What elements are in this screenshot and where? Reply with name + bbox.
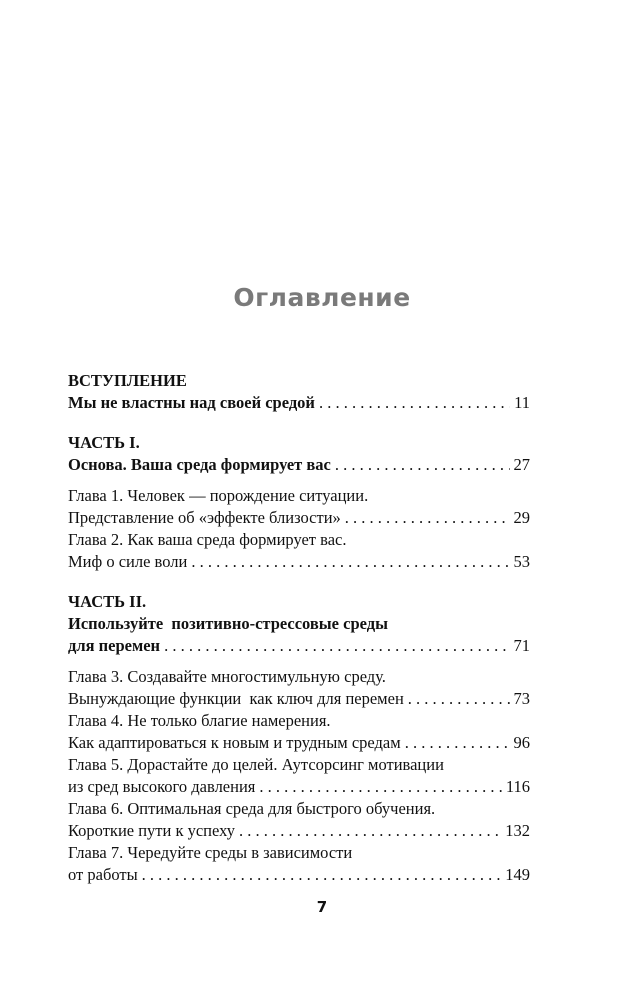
table-of-contents [68, 370, 530, 886]
toc-entry-page: 132 [505, 821, 530, 840]
toc-chapter-title: Глава 6. Оптимальная среда для быстрого обучения. [68, 799, 436, 818]
toc-chapter-1-line1[interactable] [68, 485, 530, 507]
toc-chapter-2-line1[interactable] [68, 529, 530, 551]
toc-chapter-4-line2[interactable] [68, 732, 530, 754]
part1-heading-text: ЧАСТЬ I. [68, 433, 140, 452]
toc-chapter-title: Глава 2. Как ваша среда формирует вас. [68, 530, 347, 549]
toc-chapter-2-line2[interactable] [68, 551, 530, 573]
dot-leader [259, 776, 501, 798]
dot-leader [345, 507, 510, 529]
dot-leader [142, 864, 502, 886]
toc-chapter-5-line1[interactable] [68, 754, 530, 776]
dot-leader [405, 732, 510, 754]
dot-leader [164, 635, 509, 657]
toc-chapter-6-line1[interactable] [68, 798, 530, 820]
part2-heading [68, 591, 530, 613]
toc-entry-text: Мы не властны над своей средой [68, 393, 315, 412]
toc-entry-part2-line2[interactable] [68, 635, 530, 657]
dot-leader [191, 551, 509, 573]
toc-entry-page: 116 [505, 777, 530, 796]
toc-chapter-7-line1[interactable] [68, 842, 530, 864]
toc-entry-intro[interactable] [68, 392, 530, 414]
toc-entry-text: Используйте позитивно-стрессовые среды [68, 614, 388, 633]
intro-heading [68, 370, 530, 392]
toc-chapter-title: Глава 5. Дорастайте до целей. Аутсорсинг мотивации [68, 755, 444, 774]
toc-chapter-3-line1[interactable] [68, 666, 530, 688]
toc-entry-page: 11 [514, 393, 530, 412]
toc-chapter-subtitle: Как адаптироваться к новым и трудным средам [68, 733, 401, 752]
toc-chapter-title: Глава 7. Чередуйте среды в зависимости [68, 843, 353, 862]
toc-entry-page: 29 [513, 508, 530, 527]
toc-entry-page: 73 [513, 689, 530, 708]
page-number: 7 [316, 898, 328, 916]
toc-entry-text: Основа. Ваша среда формирует вас [68, 455, 331, 474]
intro-heading-text: ВСТУПЛЕНИЕ [68, 371, 187, 390]
toc-chapter-title: Глава 4. Не только благие намерения. [68, 711, 331, 730]
dot-leader [239, 820, 501, 842]
toc-entry-page: 71 [513, 636, 530, 655]
toc-chapter-3-line2[interactable] [68, 688, 530, 710]
dot-leader [319, 392, 510, 414]
part2-heading-text: ЧАСТЬ II. [68, 592, 147, 611]
toc-chapter-subtitle: Вынуждающие функции как ключ для перемен [68, 689, 404, 708]
toc-chapter-subtitle: из сред высокого давления [68, 777, 256, 796]
toc-chapter-subtitle: Миф о силе воли [68, 552, 188, 571]
toc-chapter-7-line2[interactable] [68, 864, 530, 886]
toc-chapter-1-line2[interactable] [68, 507, 530, 529]
toc-chapter-title: Глава 1. Человек — порождение ситуации. [68, 486, 369, 505]
dot-leader [335, 454, 510, 476]
toc-entry-page: 149 [505, 865, 530, 884]
toc-entry-page: 27 [513, 455, 530, 474]
toc-chapter-subtitle: от работы [68, 865, 138, 884]
toc-chapter-4-line1[interactable] [68, 710, 530, 732]
toc-chapter-title: Глава 3. Создавайте многостимульную среду. [68, 667, 386, 686]
dot-leader [408, 688, 510, 710]
toc-chapter-6-line2[interactable] [68, 820, 530, 842]
toc-chapter-subtitle: Представление об «эффекте близости» [68, 508, 341, 527]
toc-entry-text: для перемен [68, 636, 161, 655]
toc-entry-part1[interactable] [68, 454, 530, 476]
toc-chapter-5-line2[interactable] [68, 776, 530, 798]
toc-entry-page: 96 [513, 733, 530, 752]
toc-entry-part2-line1[interactable] [68, 613, 530, 635]
page-title: Оглавление [233, 283, 411, 312]
toc-entry-page: 53 [513, 552, 530, 571]
toc-chapter-subtitle: Короткие пути к успеху [68, 821, 235, 840]
part1-heading [68, 432, 530, 454]
